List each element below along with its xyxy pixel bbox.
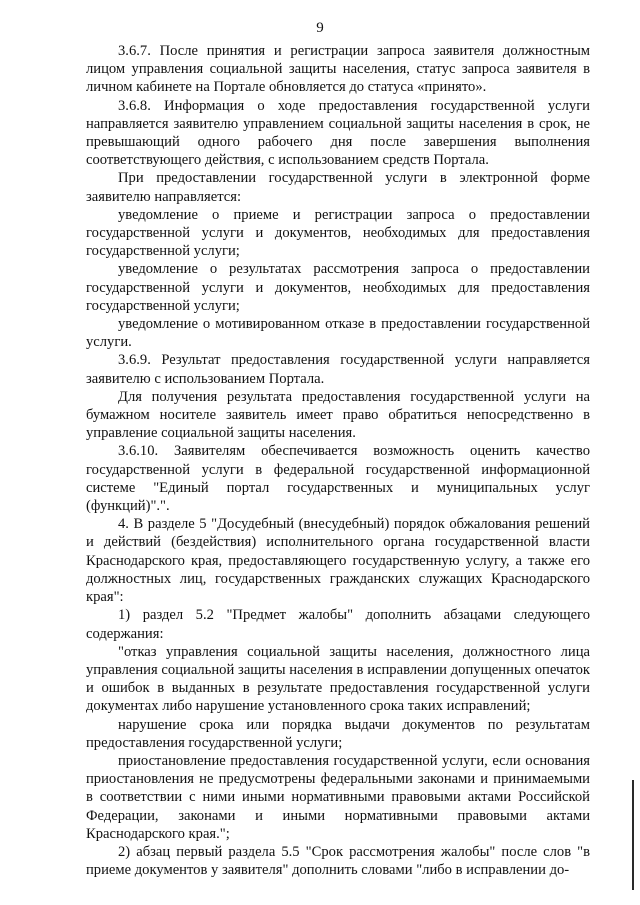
document-body: [86, 42, 590, 879]
paragraph-quote-suspension: приостановление предоставления государственной услуги, если основания приостановления не предусмотрены федеральными законами и принимаемыми в соответствии с ними иными нормативными правовыми актами Российской Федерации, законами и иными нормативными правовыми актами Краснодарского края.";: [86, 752, 590, 842]
paragraph-notice-results: уведомление о результатах рассмотрения запроса о предоставлении государственной услуги и документов, необходимых для предоставления государственной услуги;: [86, 261, 590, 314]
paragraph-3-6-9: 3.6.9. Результат предоставления государственной услуги направляется заявителю с использованием Портала.: [86, 352, 590, 387]
paragraph-quote-deadline: нарушение срока или порядка выдачи документов по результатам предоставления государственной услуги;: [86, 716, 590, 751]
scan-edge-mark: [632, 780, 634, 890]
paragraph-3-6-7: 3.6.7. После принятия и регистрации запроса заявителя должностным лицом управления социальной защиты населения, статус запроса заявителя в личном кабинете на Портале обновляется до статуса «принято».: [86, 43, 590, 96]
page-number: 9: [316, 20, 324, 36]
paragraph-quote-refusal: "отказ управления социальной защиты населения, должностного лица управления социальной защиты населения в исправлении допущенных опечаток и ошибок в выданных в результате предоставления государственной услуги документах либо нарушение установленного срока таких исправлений;: [86, 643, 590, 715]
paragraph-item-2: 2) абзац первый раздела 5.5 "Срок рассмотрения жалобы" после слов "в приеме документов у заявителя" дополнить словами "либо в исправлении до-: [86, 843, 590, 879]
paragraph-section-4: 4. В разделе 5 "Досудебный (внесудебный) порядок обжалования решений и действий (бездействия) исполнительного органа государственной власти Краснодарского края, предоставляющего государственную услугу, а также его должностных лиц, государственных гражданских служащих Краснодарского края":: [86, 516, 590, 606]
paragraph-item-1: 1) раздел 5.2 "Предмет жалобы" дополнить абзацами следующего содержания:: [86, 607, 590, 642]
paragraph-notice-refusal: уведомление о мотивированном отказе в предоставлении государственной услуги.: [86, 316, 590, 351]
paragraph-electronic-form: При предоставлении государственной услуги в электронной форме заявителю направляется:: [86, 170, 590, 205]
paragraph-3-6-8: 3.6.8. Информация о ходе предоставления государственной услуги направляется заявителю управлением социальной защиты населения в срок, не превышающий одного рабочего дня после завершения выполнения соответствующего действия, с использованием средств Портала.: [86, 97, 590, 169]
paragraph-notice-receipt: уведомление о приеме и регистрации запроса о предоставлении государственной услуги и документов, необходимых для предоставления государственной услуги;: [86, 206, 590, 260]
paragraph-paper-result: Для получения результата предоставления государственной услуги на бумажном носителе заявитель имеет право обратиться непосредственно в управление социальной защиты населения.: [86, 388, 590, 442]
paragraph-3-6-10: 3.6.10. Заявителям обеспечивается возможность оценить качество государственной услуги в федеральной государственной информационной системе "Единый портал государственных и муниципальных услуг (функций)".".: [86, 443, 590, 515]
